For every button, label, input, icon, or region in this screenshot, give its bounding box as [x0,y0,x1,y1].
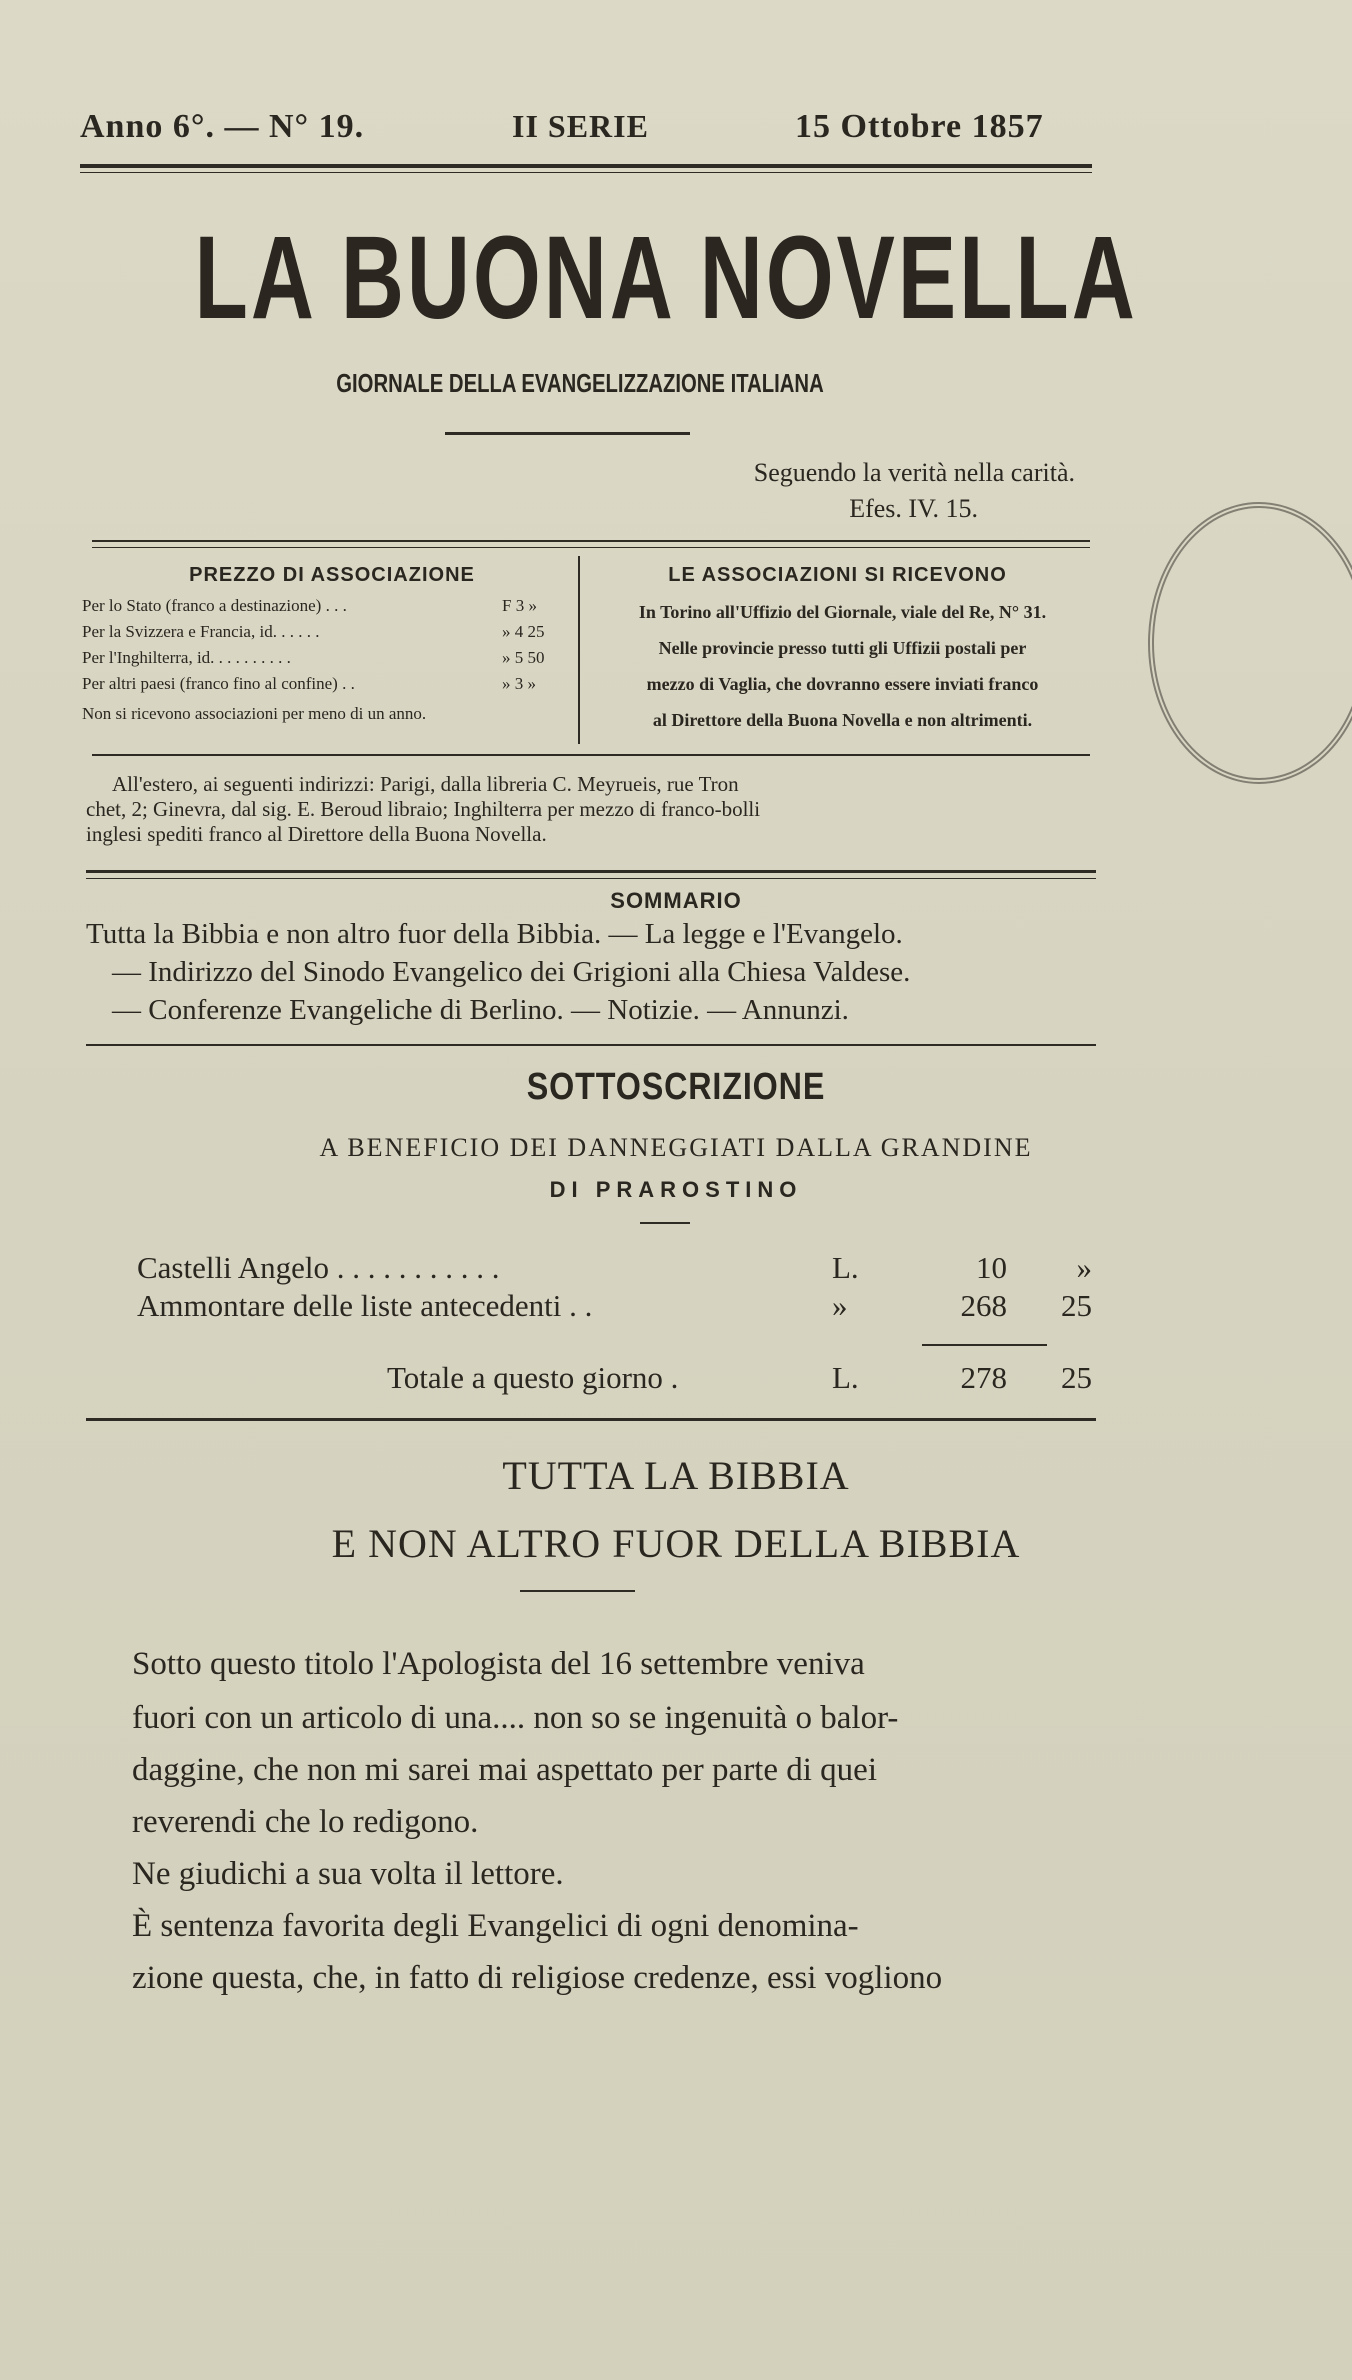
title-divider [445,432,690,435]
box-bottom-rule [92,754,1090,756]
associazioni-line: Nelle provincie presso tutti gli Uffizii postali per [658,638,1027,658]
article-title-line: TUTTA LA BIBBIA [502,1453,850,1498]
box-top-rule [92,540,1090,542]
price-row: Per altri paesi (franco fino al confine) . . » 3 » [82,674,536,693]
total-rule [922,1344,1047,1346]
box-top-rule-thin [92,547,1090,548]
sommario-top-rule [86,870,1096,873]
ornament-divider [640,1222,690,1224]
subscription-row: Ammontare delle liste antecedenti . . » 268 25 [137,1288,1092,1323]
sommario-bottom-rule [86,1044,1096,1046]
masthead-rule [80,164,1092,168]
issue-number: Anno 6°. — N° 19. [80,108,365,145]
issue-date: 15 Ottobre 1857 [795,108,1044,145]
associazioni-line: al Direttore della Buona Novella e non altrimenti. [652,710,1033,730]
postal-stamp [1148,502,1352,784]
estero-line: All'estero, ai seguenti indirizzi: Parigi, dalla libreria C. Meyrueis, rue Tron [112,772,739,796]
newspaper-subtitle: GIORNALE DELLA EVANGELIZZAZIONE ITALIANA [336,368,824,398]
box-column-divider [578,556,580,744]
sommario-line: — Indirizzo del Sinodo Evangelico dei Grigioni alla Chiesa Valdese. [112,956,911,988]
newspaper-title: LA BUONA NOVELLA [194,212,1138,344]
subscription-row: Castelli Angelo . . . . . . . . . . . L. 10 » [137,1250,1092,1285]
associazioni-line: mezzo di Vaglia, che dovranno essere inviati franco [646,674,1039,694]
sommario-heading: SOMMARIO [610,888,742,913]
article-line: zione questa, che, in fatto di religiose credenze, essi vogliono [132,1960,943,1996]
section-rule [86,1418,1096,1421]
article-title-divider [520,1590,635,1592]
estero-line: inglesi spediti franco al Direttore della Buona Novella. [86,822,547,846]
masthead-rule-thin [80,172,1092,173]
sommario-top-rule-thin [86,878,1096,879]
article-title-line: E NON ALTRO FUOR DELLA BIBBIA [331,1521,1021,1566]
article-line: Sotto questo titolo l'Apologista del 16 settembre veniva [132,1646,865,1682]
sommario-line: Tutta la Bibbia e non altro fuor della Bibbia. — La legge e l'Evangelo. [86,918,903,950]
article-line: daggine, che non mi sarei mai aspettato per parte di quei [132,1752,877,1788]
article-line: fuori con un articolo di una.... non so se ingenuità o balor- [132,1700,899,1736]
sottoscrizione-subtitle: A BENEFICIO DEI DANNEGGIATI DALLA GRANDINE [319,1133,1033,1162]
article-line: reverendi che lo redigono. [132,1804,479,1840]
price-row: Per l'Inghilterra, id. . . . . . . . . . » 5 50 [82,648,545,667]
price-row: Per la Svizzera e Francia, id. . . . . . » 4 25 [82,622,545,641]
article-line: Ne giudichi a sua volta il lettore. [132,1856,564,1892]
motto-text: Seguendo la verità nella carità. [753,458,1075,487]
sottoscrizione-place: DI PRAROSTINO [549,1177,803,1202]
associazioni-heading: LE ASSOCIAZIONI SI RICEVONO [668,564,1007,586]
sommario-line: — Conferenze Evangeliche di Berlino. — Notizie. — Annunzi. [112,994,849,1026]
price-note: Non si ricevono associazioni per meno di un anno. [82,704,427,723]
estero-line: chet, 2; Ginevra, dal sig. E. Beroud libraio; Inghilterra per mezzo di franco-bolli [86,797,761,821]
price-row: Per lo Stato (franco a destinazione) . . . F 3 » [82,596,537,615]
sottoscrizione-title: SOTTOSCRIZIONE [526,1066,826,1108]
prezzo-heading: PREZZO DI ASSOCIAZIONE [189,564,475,586]
series-label: II SERIE [512,108,649,144]
subscription-total-row: Totale a questo giorno . L. 278 25 [387,1360,1092,1395]
associazioni-line: In Torino all'Uffizio del Giornale, viale del Re, N° 31. [638,602,1047,622]
article-line: È sentenza favorita degli Evangelici di ogni denomina- [132,1908,859,1944]
motto-reference: Efes. IV. 15. [849,494,978,523]
